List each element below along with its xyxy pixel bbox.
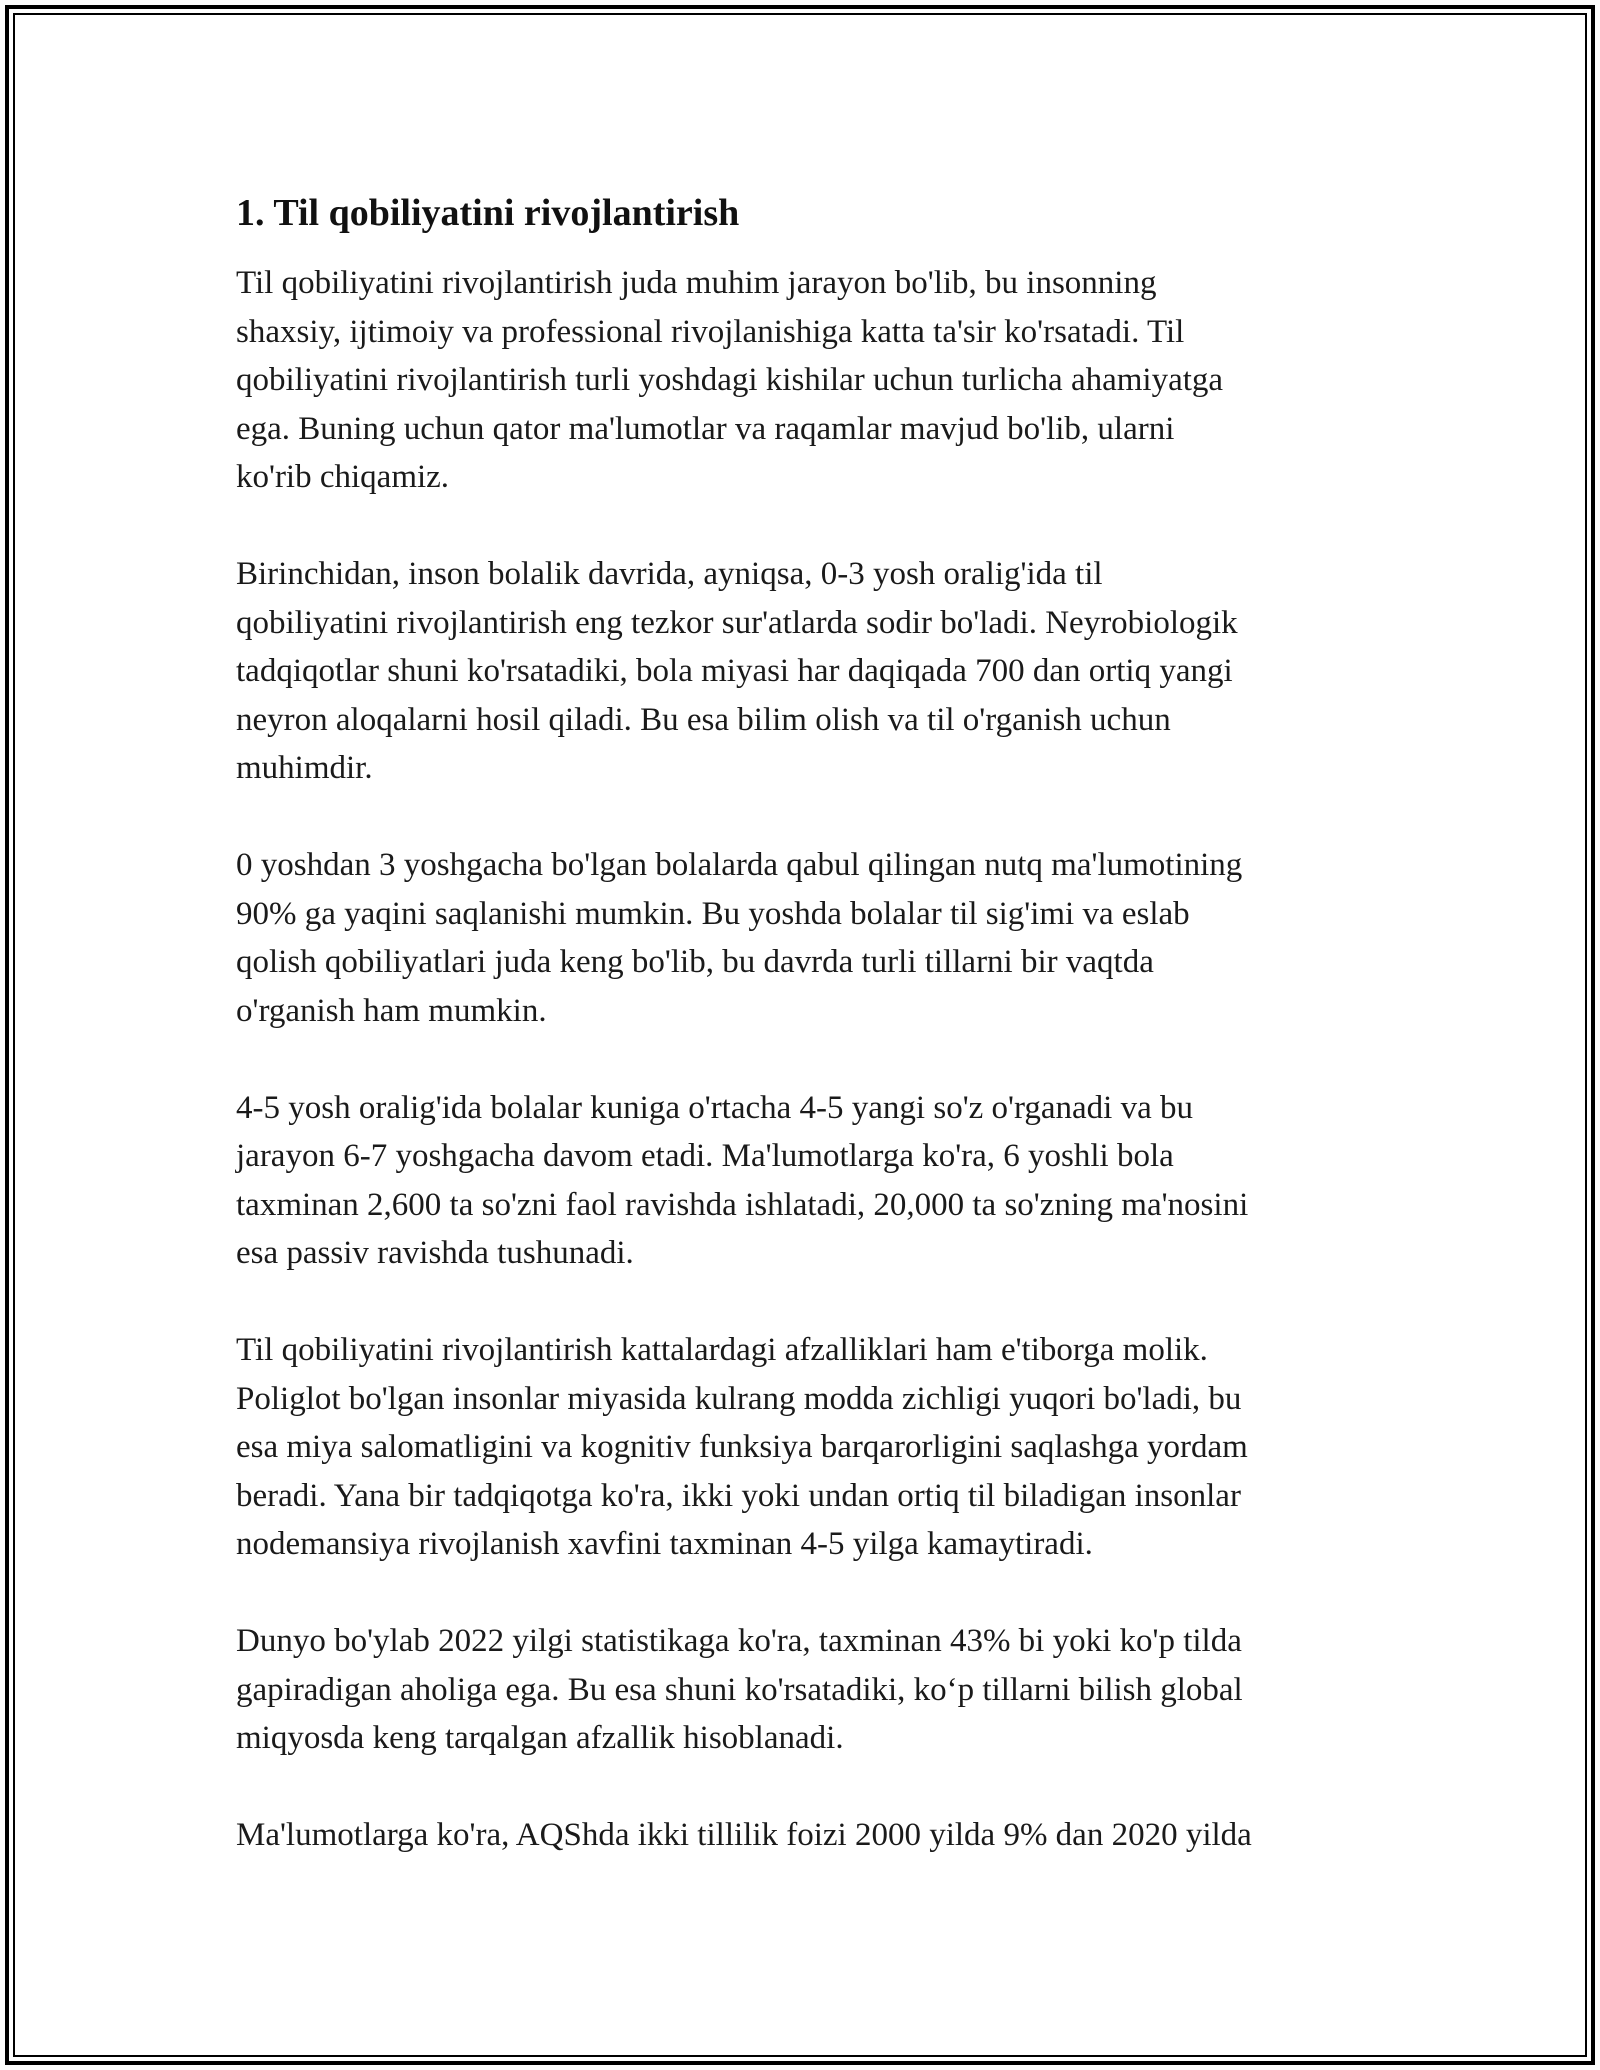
paragraph-early-childhood: Birinchidan, inson bolalik davrida, ayniqsa, 0-3 yosh oralig'ida til qobiliyatini rivojlantirish eng tezkor sur'atlarda sodir bo'ladi. Neyrobiologik tadqiqotlar shuni ko'rsatadiki, bola miyasi har daqiqada 700 dan ortiq yangi neyron aloqalarni hosil qiladi. Bu esa bilim olish va til o'rganish uchun muhimdir. (236, 556, 1238, 786)
paragraph-vocabulary-growth: 4-5 yosh oralig'ida bolalar kuniga o'rtacha 4-5 yangi so'z o'rganadi va bu jarayon 6-7 yoshgacha davom etadi. Ma'lumotlarga ko'ra, 6 yoshli bola taxminan 2,600 ta so'zni faol ravishda ishlatadi, 20,000 ta so'zning ma'nosini esa passiv ravishda tushunadi. (236, 1089, 1249, 1271)
paragraph-adult-benefits: Til qobiliyatini rivojlantirish kattalardagi afzalliklari ham e'tiborga molik. Poliglot bo'lgan insonlar miyasida kulrang modda zichligi yuqori bo'ladi, bu esa miya salomatligini va kognitiv funksiya barqarorligini saqlashga yordam beradi. Yana bir tadqiqotga ko'ra, ikki yoki undan ortiq til biladigan insonlar nodemansiya rivojlanish xavfini taxminan 4-5 yilga kamaytiradi. (236, 1332, 1248, 1562)
section-title: 1. Til qobiliyatini rivojlantirish (236, 192, 740, 234)
paragraph-speech-retention: 0 yoshdan 3 yoshgacha bo'lgan bolalarda qabul qilingan nutq ma'lumotining 90% ga yaqini saqlanishi mumkin. Bu yoshda bolalar til sig'imi va eslab qolish qobiliyatlari juda keng bo'lib, bu davrda turli tillarni bir vaqtda o'rganish ham mumkin. (236, 847, 1243, 1029)
paragraph-world-statistics: Dunyo bo'ylab 2022 yilgi statistikaga ko'ra, taxminan 43% bi yoki ko'p tilda gapiradigan aholiga ega. Bu esa shuni ko'rsatadiki, koʻp tillarni bilish global miqyosda keng tarqalgan afzallik hisoblanadi. (236, 1623, 1243, 1756)
paragraph-usa-bilingualism: Ma'lumotlarga ko'ra, AQShda ikki tillilik foizi 2000 yilda 9% dan 2020 yilda (236, 1817, 1252, 1853)
document-body (236, 185, 1426, 1908)
paragraph-intro: Til qobiliyatini rivojlantirish juda muhim jarayon bo'lib, bu insonning shaxsiy, ijtimoiy va professional rivojlanishiga katta ta'sir ko'rsatadi. Til qobiliyatini rivojlantirish turli yoshdagi kishilar uchun turlicha ahamiyatga ega. Buning uchun qator ma'lumotlar va raqamlar mavjud bo'lib, ularni ko'rib chiqamiz. (236, 265, 1224, 495)
